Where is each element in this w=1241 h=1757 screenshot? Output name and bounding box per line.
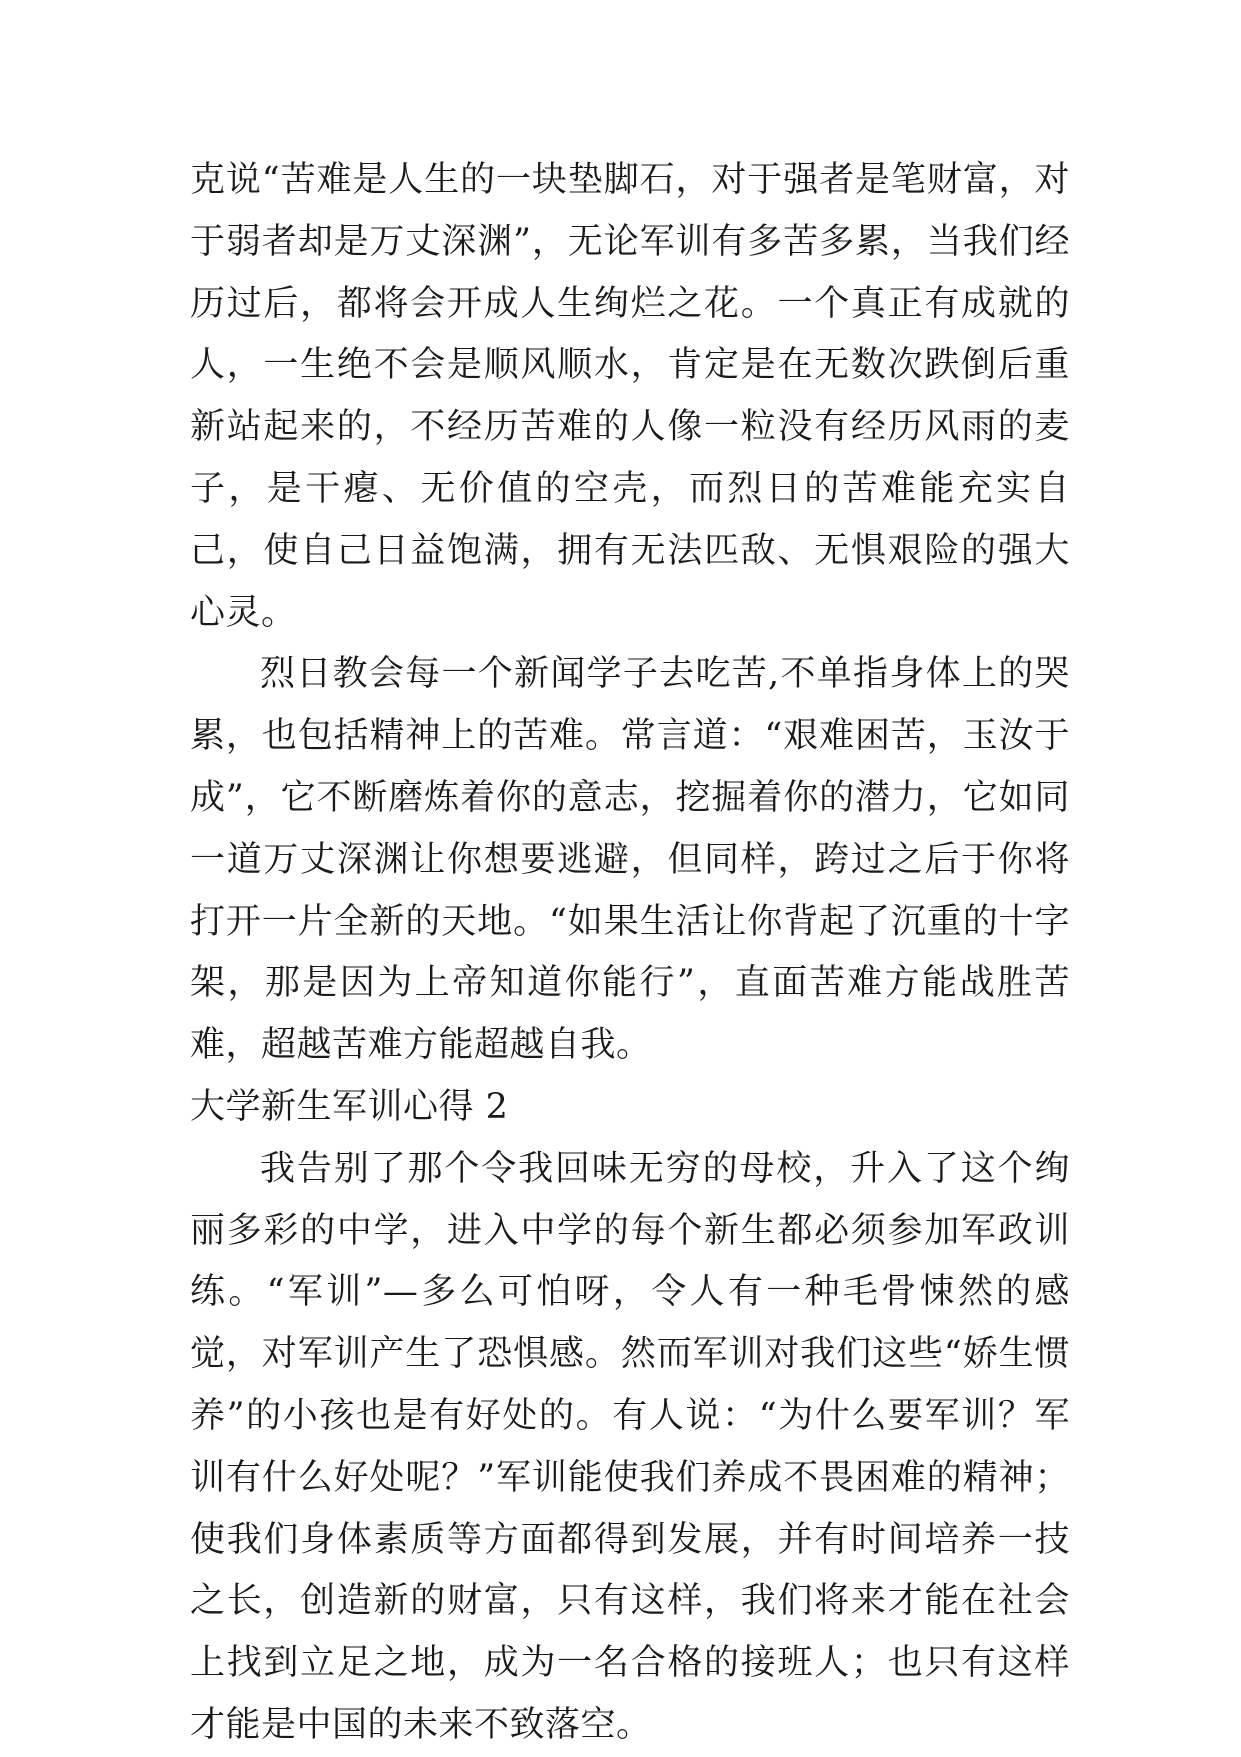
section-heading: 大学新生军训心得 2 [190,1086,509,1127]
paragraph-continued: 克说“苦难是人生的一块垫脚石，对于强者是笔财富，对于弱者却是万丈深渊”，无论军训有多苦多累，当我们经历过后，都将会开成人生绚烂之花。一个真正有成就的人，一生绝不会是顺风顺水，肯定是在无数次跌倒后重新站起来的，不经历苦难的人像一粒没有经历风雨的麦子，是干瘪、无价值的空壳，而烈日的苦难能充实自己，使自己日益饱满，拥有无法匹敌、无惧艰险的强大心灵。 [190,160,1070,633]
paragraph: 我告别了那个令我回味无穷的母校，升入了这个绚丽多彩的中学，进入中学的每个新生都必须参加军政训练。“军训”—多么可怕呀，令人有一种毛骨悚然的感觉，对军训产生了恐惧感。然而军训对我们这些“娇生惯养”的小孩也是有好处的。有人说：“为什么要军训？军训有什么好处呢？”军训能使我们养成不畏困难的精神；使我们身体素质等方面都得到发展，并有时间培养一技之长，创造新的财富，只有这样，我们将来才能在社会上找到立足之地，成为一名合格的接班人；也只有这样才能是中国的未来不致落空。 [190,1148,1070,1745]
paragraph: 烈日教会每一个新闻学子去吃苦,不单指身体上的哭累，也包括精神上的苦难。常言道：“艰难困苦，玉汝于成”，它不断磨炼着你的意志，挖掘着你的潜力，它如同一道万丈深渊让你想要逃避，但同样，跨过之后于你将打开一片全新的天地。“如果生活让你背起了沉重的十字架，那是因为上帝知道你能行”，直面苦难方能战胜苦难，超越苦难方能超越自我。 [190,654,1070,1066]
document-body [190,150,1070,1757]
